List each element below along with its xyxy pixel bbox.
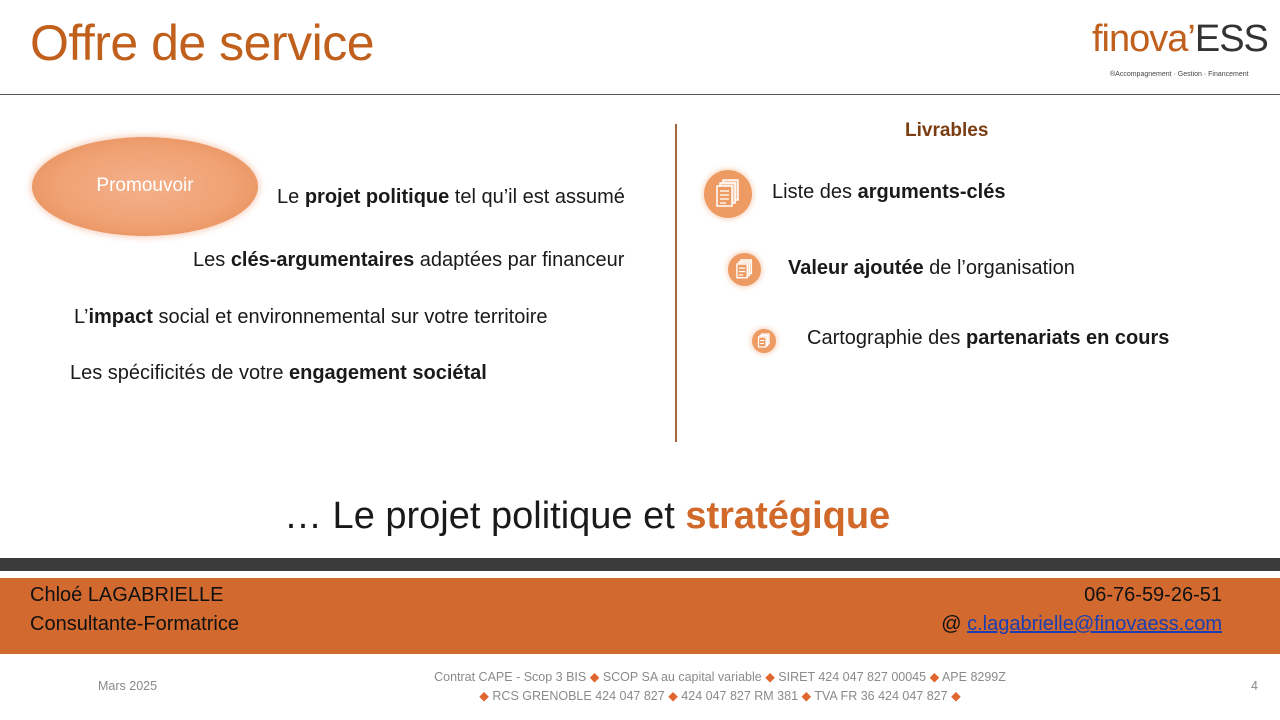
left-line-3-pre: L’ [74, 306, 89, 328]
deliverable-1 [772, 181, 1005, 204]
deliverable-1-bold: arguments-clés [857, 181, 1006, 203]
deliverable-3-pre: Cartographie des [807, 327, 966, 349]
left-line-1-post: tel qu’il est assumé [449, 186, 625, 208]
livrables-heading: Livrables [905, 120, 989, 141]
left-line-2 [193, 249, 624, 272]
deliverable-2-post: de l’organisation [923, 257, 1075, 279]
contact-phone[interactable]: 06-76-59-26-51 [1084, 584, 1222, 606]
left-line-1-bold: projet politique [304, 186, 450, 208]
page-number: 4 [1251, 679, 1258, 693]
column-divider [675, 124, 677, 442]
deliverable-2-bold: Valeur ajoutée [788, 257, 924, 279]
documents-icon-glyph [752, 329, 776, 353]
deliverable-3-bold: partenariats en cours [965, 327, 1170, 349]
finova-ess-logo [1092, 18, 1268, 82]
deliverable-3 [807, 327, 1169, 350]
left-line-4 [70, 362, 487, 385]
contact-role: Consultante-Formatrice [30, 613, 239, 635]
left-line-4-pre: Les spécificités de votre [70, 362, 289, 384]
logo-tagline: ®Accompagnement · Gestion · Financement [1110, 71, 1249, 78]
contact-email-row [941, 613, 1222, 636]
left-line-1-pre: Le [277, 186, 305, 208]
tagline [284, 495, 890, 538]
footer-date: Mars 2025 [98, 679, 158, 693]
legal-mentions [340, 668, 1100, 706]
footer-dark-bar [0, 558, 1280, 571]
email-at-symbol: @ [941, 613, 962, 635]
legal-line-1: Contrat CAPE - Scop 3 BIS ◆ SCOP SA au capital variable ◆ SIRET 424 047 827 00045 ◆ APE 8299Z [434, 670, 1006, 684]
email-link[interactable]: c.lagabrielle@finovaess.com [967, 613, 1222, 635]
logo-wordmark [1092, 20, 1268, 58]
contact-name: Chloé LAGABRIELLE [30, 584, 224, 606]
legal-line-2: ◆ RCS GRENOBLE 424 047 827 ◆ 424 047 827 RM 381 ◆ TVA FR 36 424 047 827 ◆ [479, 689, 961, 703]
page-title: Offre de service [30, 15, 375, 71]
left-line-2-post: adaptées par financeur [414, 249, 625, 271]
left-line-3-bold: impact [88, 306, 153, 328]
left-line-2-bold: clés-argumentaires [230, 249, 415, 271]
documents-icon [752, 329, 776, 353]
tagline-accent: stratégique [685, 495, 891, 537]
ellipse-label: Promouvoir [96, 175, 194, 196]
title-divider [0, 94, 1280, 95]
tagline-pre: … Le projet politique et [284, 495, 686, 537]
deliverable-2 [788, 257, 1075, 280]
logo-brand-a: finova’ [1092, 18, 1195, 60]
left-line-2-pre: Les [193, 249, 231, 271]
left-line-1 [277, 186, 625, 209]
logo-brand-b: ESS [1194, 18, 1268, 60]
documents-icon [704, 170, 752, 218]
left-line-4-bold: engagement sociétal [289, 362, 487, 384]
documents-icon-glyph [704, 170, 752, 218]
left-line-3 [74, 306, 548, 329]
left-line-3-post: social et environnemental sur votre territoire [152, 306, 548, 328]
documents-icon [728, 253, 761, 286]
documents-icon-glyph [728, 253, 761, 286]
deliverable-1-pre: Liste des [772, 181, 858, 203]
